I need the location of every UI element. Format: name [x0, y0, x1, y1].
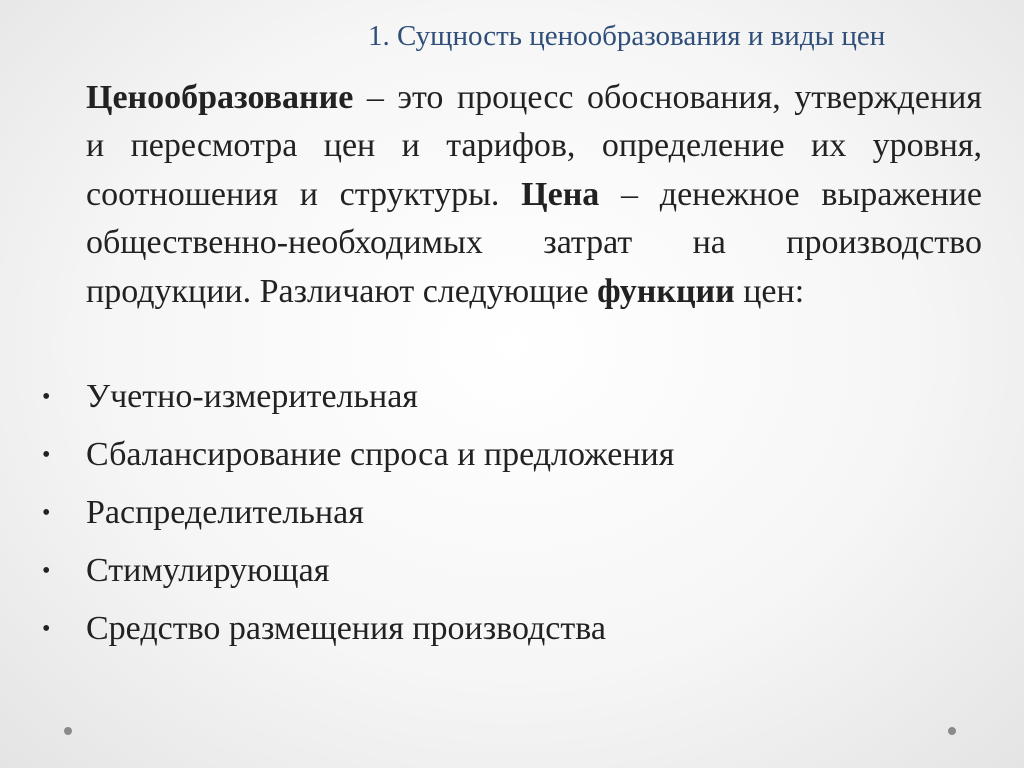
corner-dot-right-icon — [948, 727, 956, 735]
function-item-label: Сбалансирование спроса и предложения — [86, 436, 675, 473]
function-item-label: Средство размещения производства — [86, 610, 606, 647]
corner-dot-left-icon — [64, 727, 72, 735]
bullet-icon: • — [42, 616, 51, 642]
slide-title: 1. Сущность ценообразования и виды цен — [368, 20, 886, 52]
definition-text-1: – это процесс обоснования, утверждения и пересмотра цен и тарифов, определение их уровня, соотношения и структуры. — [86, 79, 982, 213]
bullet-icon: • — [42, 384, 51, 410]
definition-text-2: – денежное выражение общественно-необходимых затрат на производство продукции. Различают следующие — [86, 175, 982, 310]
term-price: Цена — [521, 175, 600, 213]
term-functions: функции — [597, 272, 735, 310]
definition-paragraph — [86, 74, 982, 316]
bullet-icon: • — [42, 442, 51, 468]
function-item-label: Стимулирующая — [86, 552, 330, 589]
function-item-label: Распределительная — [86, 494, 364, 531]
bullet-icon: • — [42, 500, 51, 526]
definition-text-3: цен: — [734, 272, 805, 310]
bullet-icon: • — [42, 558, 51, 584]
term-price-formation: Ценообразование — [86, 79, 354, 116]
function-item-label: Учетно-измерительная — [86, 378, 418, 415]
